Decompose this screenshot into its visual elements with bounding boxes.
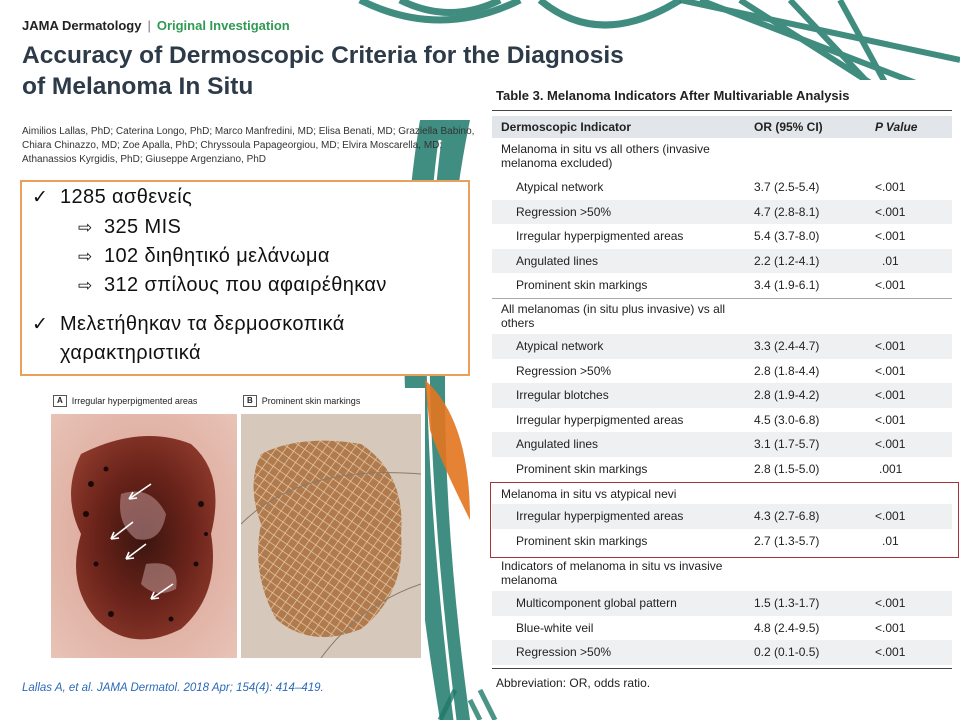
cell-or: 0.2 (0.1-0.5) bbox=[754, 645, 820, 659]
cell-p: <.001 bbox=[875, 363, 906, 378]
cell-p: .01 bbox=[882, 534, 899, 548]
cell-indicator: Regression >50% bbox=[516, 204, 612, 219]
table-row bbox=[492, 359, 952, 384]
arrow-icon: ⇨ bbox=[78, 247, 93, 266]
cell-p: <.001 bbox=[875, 645, 906, 659]
cell-or: 3.4 (1.9-6.1) bbox=[754, 278, 820, 292]
article-type: Original Investigation bbox=[156, 18, 290, 33]
cell-indicator: Regression >50% bbox=[516, 645, 612, 659]
bullet-patients-text: 1285 ασθενείς bbox=[60, 186, 193, 208]
sub-bullet-mis-text: 325 MIS bbox=[104, 216, 182, 238]
cell-indicator: Irregular hyperpigmented areas bbox=[516, 412, 684, 427]
dermoscopy-image-skin-markings bbox=[241, 414, 421, 658]
table-row bbox=[492, 249, 952, 274]
cell-p: <.001 bbox=[875, 596, 906, 610]
table-row bbox=[492, 640, 952, 665]
cell-or: 3.1 (1.7-5.7) bbox=[754, 437, 820, 451]
cell-or: 5.4 (3.7-8.0) bbox=[754, 229, 820, 243]
group-label: All melanomas (in situ plus invasive) vs all others bbox=[501, 302, 726, 330]
journal-header bbox=[22, 18, 290, 33]
table-row bbox=[492, 383, 952, 408]
table-top-rule bbox=[492, 110, 952, 111]
cell-or: 2.8 (1.8-4.4) bbox=[754, 363, 820, 378]
table-row bbox=[492, 591, 952, 616]
bullet-patients bbox=[32, 186, 192, 209]
cell-or: 1.5 (1.3-1.7) bbox=[754, 596, 820, 610]
panel-b-caption-text: Prominent skin markings bbox=[261, 396, 361, 406]
bullet-studied-cont bbox=[60, 342, 201, 365]
cell-indicator: Angulated lines bbox=[516, 253, 599, 268]
panel-b-caption bbox=[243, 395, 360, 407]
table-row bbox=[492, 432, 952, 457]
cell-indicator: Irregular hyperpigmented areas bbox=[516, 509, 684, 523]
cell-indicator: Angulated lines bbox=[516, 437, 599, 451]
decor-top-arcs bbox=[360, 0, 680, 25]
table-row bbox=[492, 200, 952, 225]
arrow-icon: ⇨ bbox=[78, 276, 93, 295]
sub-bullet-mis bbox=[78, 216, 181, 239]
panel-b-letter: B bbox=[243, 395, 257, 407]
checkmark-icon: ✓ bbox=[32, 314, 49, 335]
sub-bullet-nevi-text: 312 σπίλους που αφαιρέθηκαν bbox=[104, 274, 387, 296]
cell-indicator: Irregular blotches bbox=[516, 388, 609, 402]
bullet-studied-text-line2: χαρακτηριστικά bbox=[60, 342, 201, 364]
cell-or: 2.8 (1.5-5.0) bbox=[754, 461, 820, 476]
group-label: Indicators of melanoma in situ vs invasive melanoma bbox=[501, 559, 723, 587]
dermoscopy-image-melanoma bbox=[51, 414, 237, 658]
cell-or: 3.3 (2.4-4.7) bbox=[754, 339, 820, 353]
journal-separator: | bbox=[147, 18, 151, 33]
cell-p: <.001 bbox=[875, 204, 906, 219]
arrow-icon: ⇨ bbox=[78, 218, 93, 237]
table-title: Table 3. Melanoma Indicators After Multivariable Analysis bbox=[496, 88, 850, 103]
cell-or: 3.7 (2.5-5.4) bbox=[754, 180, 820, 194]
summary-box bbox=[20, 180, 470, 376]
citation-link[interactable]: Lallas A, et al. JAMA Dermatol. 2018 Apr; 154(4): 414–419. bbox=[22, 682, 324, 694]
bullet-studied bbox=[32, 313, 345, 336]
cell-or: 4.7 (2.8-8.1) bbox=[754, 204, 820, 219]
bullet-studied-text-line1: Μελετήθηκαν τα δερμοσκοπικά bbox=[60, 313, 345, 335]
table-row bbox=[492, 175, 952, 200]
article-title: Accuracy of Dermoscopic Criteria for the Diagnosis of Melanoma In Situ bbox=[22, 42, 624, 100]
sub-bullet-invasive-text: 102 διηθητικό μελάνωμα bbox=[104, 245, 330, 267]
cell-indicator: Prominent skin markings bbox=[516, 461, 648, 476]
panel-a-letter: A bbox=[53, 395, 67, 407]
cell-p: <.001 bbox=[875, 620, 906, 635]
dermoscopy-figure bbox=[45, 388, 425, 662]
header-p-value: P Value bbox=[875, 120, 918, 134]
panel-a-caption bbox=[53, 395, 197, 407]
table-bottom-rule bbox=[492, 668, 952, 669]
cell-p: <.001 bbox=[875, 278, 906, 292]
cell-p: <.001 bbox=[875, 388, 906, 402]
table-row bbox=[492, 273, 952, 298]
cell-indicator: Regression >50% bbox=[516, 363, 612, 378]
sub-bullet-nevi bbox=[78, 274, 387, 297]
author-list: Aimilios Lallas, PhD; Caterina Longo, PhD; Marco Manfredini, MD; Elisa Benati, MD; Graziella Babino, Chiara Chinazzo, MD; Zoe Apalla, PhD; Chryssoula Papageorgiou, MD; Elvira Moscarella, MD; Athanassios Kyrgidis, PhD; Giuseppe Argenziano, PhD bbox=[22, 126, 475, 165]
journal-name: JAMA Dermatology bbox=[22, 18, 142, 33]
cell-p: <.001 bbox=[875, 412, 906, 427]
table-row bbox=[492, 616, 952, 641]
cell-p: <.001 bbox=[875, 180, 906, 194]
sub-bullet-invasive bbox=[78, 245, 330, 268]
results-table bbox=[492, 80, 960, 702]
skin-markings-lesion-image bbox=[241, 414, 421, 658]
cell-p: <.001 bbox=[875, 339, 906, 353]
cell-indicator: Atypical network bbox=[516, 180, 604, 194]
cell-indicator: Prominent skin markings bbox=[516, 278, 648, 292]
checkmark-icon: ✓ bbox=[32, 187, 49, 208]
cell-p: .01 bbox=[882, 253, 899, 268]
table-row bbox=[492, 457, 952, 482]
cell-indicator: Irregular hyperpigmented areas bbox=[516, 229, 684, 243]
cell-p: <.001 bbox=[875, 437, 906, 451]
table-row bbox=[492, 504, 952, 529]
cell-indicator: Atypical network bbox=[516, 339, 604, 353]
header-indicator: Dermoscopic Indicator bbox=[501, 120, 632, 134]
cell-or: 4.8 (2.4-9.5) bbox=[754, 620, 820, 635]
cell-indicator: Multicomponent global pattern bbox=[516, 596, 677, 610]
cell-or: 4.5 (3.0-6.8) bbox=[754, 412, 820, 427]
cell-or: 2.8 (1.9-4.2) bbox=[754, 388, 820, 402]
cell-or: 2.7 (1.3-5.7) bbox=[754, 534, 820, 548]
table-footnote: Abbreviation: OR, odds ratio. bbox=[496, 676, 651, 690]
group-label: Melanoma in situ vs atypical nevi bbox=[501, 487, 677, 501]
table-row bbox=[492, 408, 952, 433]
cell-p: <.001 bbox=[875, 229, 906, 243]
cell-p: <.001 bbox=[875, 509, 906, 523]
table-row bbox=[492, 529, 952, 554]
table-row bbox=[492, 334, 952, 359]
cell-p: .001 bbox=[879, 461, 903, 476]
group-label: Melanoma in situ vs all others (invasive melanoma excluded) bbox=[501, 142, 710, 170]
table-header-row bbox=[492, 116, 952, 138]
group-divider bbox=[492, 298, 952, 299]
panel-a-caption-text: Irregular hyperpigmented areas bbox=[71, 396, 198, 406]
cell-indicator: Blue-white veil bbox=[516, 620, 594, 635]
header-or: OR (95% CI) bbox=[754, 120, 823, 134]
cell-or: 2.2 (1.2-4.1) bbox=[754, 253, 820, 268]
table-row bbox=[492, 224, 952, 249]
cell-or: 4.3 (2.7-6.8) bbox=[754, 509, 820, 523]
cell-indicator: Prominent skin markings bbox=[516, 534, 648, 548]
melanoma-lesion-image bbox=[51, 414, 237, 658]
